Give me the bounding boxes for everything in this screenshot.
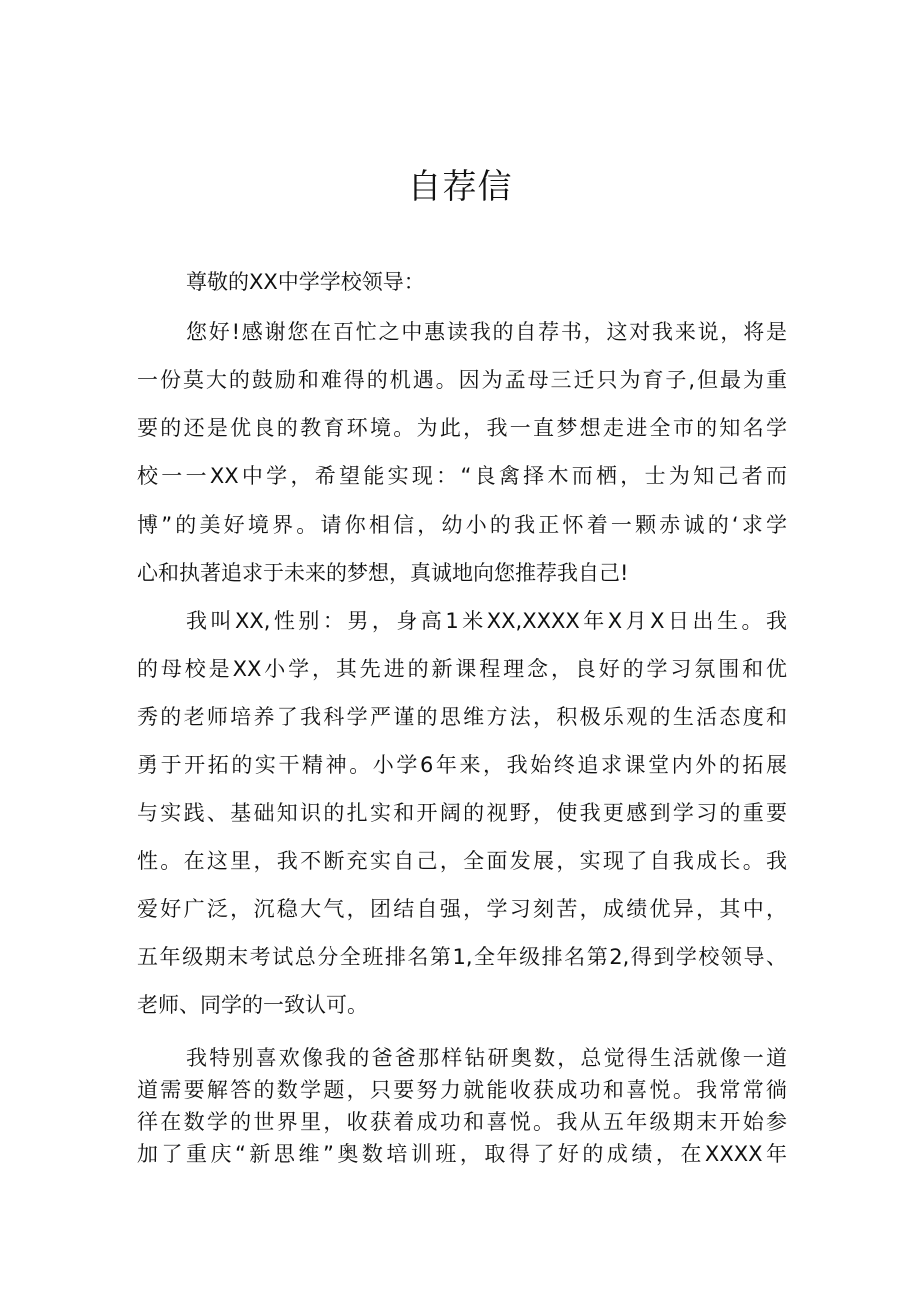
salutation: 尊敬的XX中学学校领导： <box>186 270 425 294</box>
paragraph-2-line: 秀的老师培养了我科学严谨的思维方法，积极乐观的生活态度和 <box>137 705 787 729</box>
paragraph-1-line: 您好!感谢您在百忙之中惠读我的自荐书，这对我来说，将是 <box>186 320 787 344</box>
paragraph-2-line: 性。在这里，我不断充实自己，全面发展，实现了自我成长。我 <box>137 849 787 873</box>
paragraph-1-line: 心和执著追求于未来的梦想，真诚地向您推荐我自己! <box>137 561 629 585</box>
paragraph-2-line: 老师、同学的一致认可。 <box>137 993 368 1017</box>
paragraph-2-line: 勇于开拓的实干精神。小学6年来，我始终追求课堂内外的拓展 <box>137 753 787 777</box>
paragraph-1-line: 校一一XX中学，希望能实现：“良禽择木而栖，士为知己者而 <box>137 464 787 488</box>
paragraph-3-line: 我特别喜欢像我的爸爸那样钻研奥数，总觉得生活就像一道 <box>186 1046 787 1070</box>
paragraph-2-line: 我叫XX,性别：男，身高1米XX,XXXX年X月X日出生。我 <box>186 609 787 633</box>
paragraph-1-line: 要的还是优良的教育环境。为此，我一直梦想走进全市的知名学 <box>137 416 787 440</box>
document-title: 自荐信 <box>407 167 513 207</box>
paragraph-1-line: 博”的美好境界。请你相信，幼小的我正怀着一颗赤诚的‘求学 <box>137 513 787 537</box>
paragraph-2-line: 五年级期末考试总分全班排名第1,全年级排名第2,得到学校领导、 <box>137 945 787 969</box>
paragraph-3-line: 道需要解答的数学题，只要努力就能收获成功和喜悦。我常常徜 <box>137 1078 787 1102</box>
paragraph-1-line: 一份莫大的鼓励和难得的机遇。因为孟母三迁只为育子,但最为重 <box>137 368 787 392</box>
paragraph-3-line: 加了重庆“新思维”奥数培训班，取得了好的成绩，在XXXX年 <box>137 1142 787 1166</box>
paragraph-2-line: 与实践、基础知识的扎实和开阔的视野，使我更感到学习的重要 <box>137 801 787 825</box>
paragraph-3-line: 徉在数学的世界里，收获着成功和喜悦。我从五年级期末开始参 <box>137 1110 787 1134</box>
paragraph-2-line: 爱好广泛，沉稳大气，团结自强，学习刻苦，成绩优异，其中， <box>137 897 787 921</box>
paragraph-2-line: 的母校是XX小学，其先进的新课程理念，良好的学习氛围和优 <box>137 657 787 681</box>
